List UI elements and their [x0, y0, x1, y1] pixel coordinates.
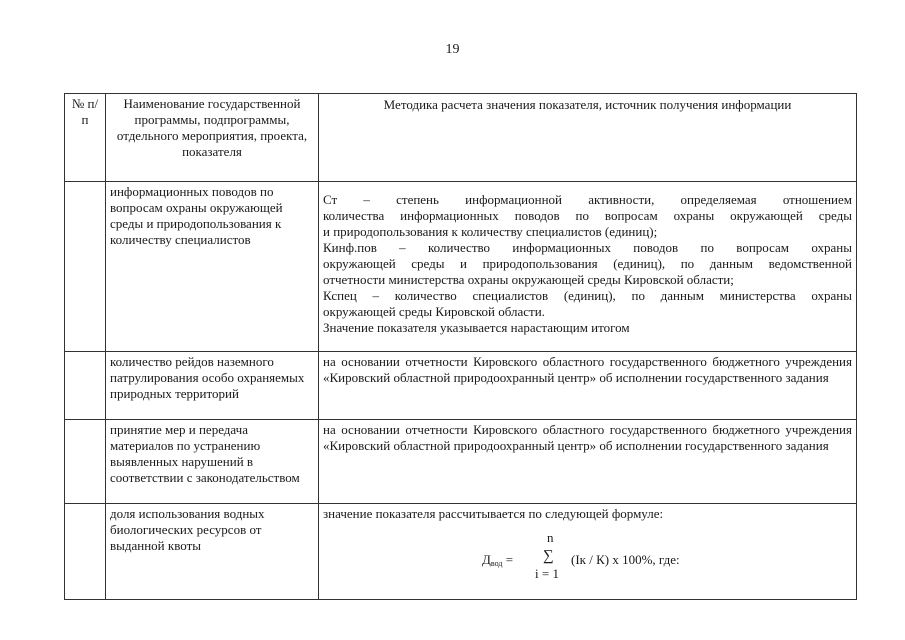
formula-intro: значение показателя рассчитывается по следующей формуле: — [323, 506, 664, 521]
formula — [323, 528, 852, 584]
row-method: на основании отчетности Кировского областного государственного бюджетного учреждения «Кировский областной природоохранный центр» об исполнении государственного задания — [319, 352, 857, 420]
row-number-cell — [65, 420, 106, 504]
method-line: отчетности министерства охраны окружающей среды Кировской области; — [323, 272, 734, 287]
row-number-cell — [65, 504, 106, 600]
header-method: Методика расчета значения показателя, источник получения информации — [319, 94, 857, 182]
row-method: на основании отчетности Кировского областного государственного бюджетного учреждения «Кировский областной природоохранный центр» об исполнении государственного задания — [319, 420, 857, 504]
row-number-cell — [65, 182, 106, 352]
formula-lhs-symbol: Д — [482, 552, 491, 567]
row-name: доля использования водных биологических ресурсов от выданной квоты — [106, 504, 319, 600]
row-name: принятие мер и передача материалов по устранению выявленных нарушений в соответствии с законодательством — [106, 420, 319, 504]
header-name: Наименование государственной программы, подпрограммы, отдельного мероприятия, проекта, показателя — [106, 94, 319, 182]
formula-rhs: (Iк / К) х 100%, где: — [571, 552, 680, 567]
header-number: № п/п — [65, 94, 106, 182]
indicator-table — [64, 93, 857, 600]
page-number: 19 — [445, 42, 460, 57]
method-line: Значение показателя указывается нарастающим итогом — [323, 320, 630, 335]
table-header-row — [65, 94, 857, 182]
formula-upper-limit: n — [547, 530, 554, 545]
table-row — [65, 352, 857, 420]
formula-lower-limit: i = 1 — [535, 566, 559, 581]
row-name: информационных поводов по вопросам охраны окружающей среды и природопользования к количеству специалистов — [106, 182, 319, 352]
row-method — [319, 504, 857, 600]
method-line: Кинф.пов – количество информационных поводов по вопросам охраны — [323, 240, 852, 255]
method-line: Ст – степень информационной активности, определяемая отношением — [323, 192, 852, 207]
row-number-cell — [65, 352, 106, 420]
sigma-icon: ∑ — [543, 548, 554, 564]
method-line: окружающей среды и природопользования (единиц), по данным ведомственной — [323, 256, 852, 271]
method-line: количества информационных поводов по вопросам охраны окружающей среды — [323, 208, 852, 223]
table-row — [65, 504, 857, 600]
table-row — [65, 420, 857, 504]
table-row — [65, 182, 857, 352]
row-method — [319, 182, 857, 352]
formula-equals: = — [505, 552, 514, 567]
method-line: окружающей среды Кировской области. — [323, 304, 545, 319]
formula-lhs-subscript: вод — [490, 559, 503, 568]
method-line: и природопользования к количеству специалистов (единиц); — [323, 224, 658, 239]
formula-lhs — [482, 552, 513, 568]
row-name: количество рейдов наземного патрулирования особо охраняемых природных территорий — [106, 352, 319, 420]
method-line: Кспец – количество специалистов (единиц), по данным министерства охраны — [323, 288, 852, 303]
